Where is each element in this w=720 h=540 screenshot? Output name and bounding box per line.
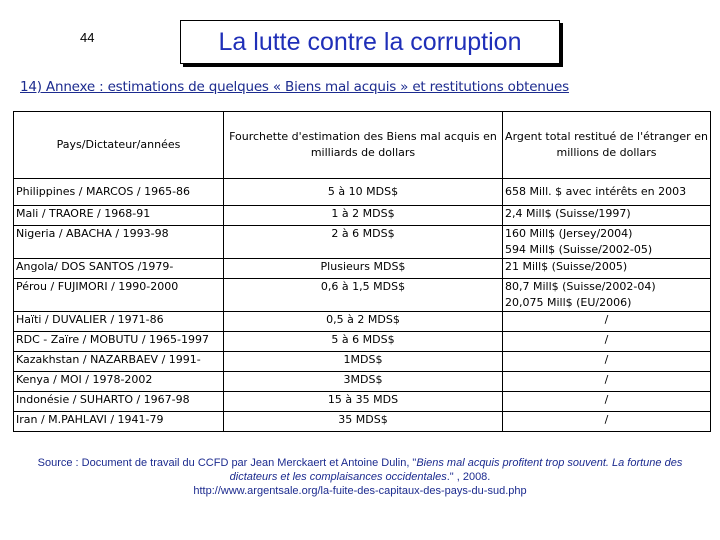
cell-estimate: 0,5 à 2 MDS$ — [224, 312, 503, 332]
source-suffix: ." , 2008. — [446, 471, 491, 483]
table-row — [14, 206, 711, 226]
table-row — [14, 352, 711, 372]
table-row — [14, 372, 711, 392]
table-row — [14, 392, 711, 412]
section-subtitle: 14) Annexe : estimations de quelques « Biens mal acquis » et restitutions obtenues — [20, 79, 569, 95]
restitution-line: 80,7 Mill$ (Suisse/2002-04) — [505, 280, 656, 293]
header-country: Pays/Dictateur/années — [14, 112, 224, 179]
cell-country: Pérou / FUJIMORI / 1990-2000 — [14, 279, 224, 312]
source-link[interactable]: http://www.argentsale.org/la-fuite-des-capitaux-des-pays-du-sud.php — [193, 485, 527, 497]
cell-restitution — [503, 312, 711, 332]
source-prefix: Source : Document de travail du CCFD par Jean Merckaert et Antoine Dulin, " — [37, 457, 417, 469]
table-row — [14, 226, 711, 259]
header-estimate: Fourchette d'estimation des Biens mal acquis en milliards de dollars — [224, 112, 503, 179]
table-row — [14, 312, 711, 332]
page-title: La lutte contre la corruption — [218, 27, 522, 56]
cell-country: RDC - Zaïre / MOBUTU / 1965-1997 — [14, 332, 224, 352]
cell-estimate: 1MDS$ — [224, 352, 503, 372]
cell-country: Nigeria / ABACHA / 1993-98 — [14, 226, 224, 259]
source-note — [30, 456, 690, 498]
restitution-line: / — [604, 413, 609, 426]
cell-restitution — [503, 226, 711, 259]
restitution-line: 160 Mill$ (Jersey/2004) — [505, 227, 633, 240]
restitution-line: / — [604, 373, 609, 386]
cell-estimate: 3MDS$ — [224, 372, 503, 392]
restitution-line: / — [604, 353, 609, 366]
page-number: 44 — [80, 30, 95, 45]
restitution-line: / — [604, 313, 609, 326]
restitution-line-2: 20,075 Mill$ (EU/2006) — [505, 296, 632, 309]
cell-estimate: 35 MDS$ — [224, 412, 503, 432]
cell-country: Indonésie / SUHARTO / 1967-98 — [14, 392, 224, 412]
table-row — [14, 259, 711, 279]
cell-restitution — [503, 372, 711, 392]
restitution-line: / — [604, 333, 609, 346]
estimates-table — [13, 111, 711, 432]
cell-restitution — [503, 392, 711, 412]
cell-country: Philippines / MARCOS / 1965-86 — [14, 179, 224, 206]
cell-restitution — [503, 352, 711, 372]
cell-country: Kenya / MOI / 1978-2002 — [14, 372, 224, 392]
restitution-line-2: 594 Mill$ (Suisse/2002-05) — [505, 243, 653, 256]
cell-country: Kazakhstan / NAZARBAEV / 1991- — [14, 352, 224, 372]
cell-estimate: Plusieurs MDS$ — [224, 259, 503, 279]
table-row — [14, 279, 711, 312]
cell-estimate: 5 à 6 MDS$ — [224, 332, 503, 352]
cell-estimate: 2 à 6 MDS$ — [224, 226, 503, 259]
restitution-line: / — [604, 393, 609, 406]
source-title: Biens mal acquis profitent trop souvent. La fortune des dictateurs et les complaisances occidentales — [229, 457, 683, 483]
table-row — [14, 412, 711, 432]
cell-country: Mali / TRAORE / 1968-91 — [14, 206, 224, 226]
table-header-row — [14, 112, 711, 179]
cell-estimate: 0,6 à 1,5 MDS$ — [224, 279, 503, 312]
cell-estimate: 15 à 35 MDS — [224, 392, 503, 412]
cell-country: Haïti / DUVALIER / 1971-86 — [14, 312, 224, 332]
cell-restitution — [503, 179, 711, 206]
table-row — [14, 179, 711, 206]
cell-estimate: 1 à 2 MDS$ — [224, 206, 503, 226]
title-box — [180, 20, 560, 64]
cell-country: Angola/ DOS SANTOS /1979- — [14, 259, 224, 279]
header-restitution: Argent total restitué de l'étranger en millions de dollars — [503, 112, 711, 179]
restitution-line: 2,4 Mill$ (Suisse/1997) — [505, 207, 631, 220]
cell-restitution — [503, 206, 711, 226]
cell-restitution — [503, 259, 711, 279]
cell-restitution — [503, 279, 711, 312]
table-row — [14, 332, 711, 352]
restitution-line: 21 Mill$ (Suisse/2005) — [505, 260, 628, 273]
restitution-line: 658 Mill. $ avec intérêts en 2003 — [505, 185, 687, 198]
table-body — [14, 179, 711, 432]
cell-estimate: 5 à 10 MDS$ — [224, 179, 503, 206]
cell-restitution — [503, 412, 711, 432]
cell-restitution — [503, 332, 711, 352]
cell-country: Iran / M.PAHLAVI / 1941-79 — [14, 412, 224, 432]
